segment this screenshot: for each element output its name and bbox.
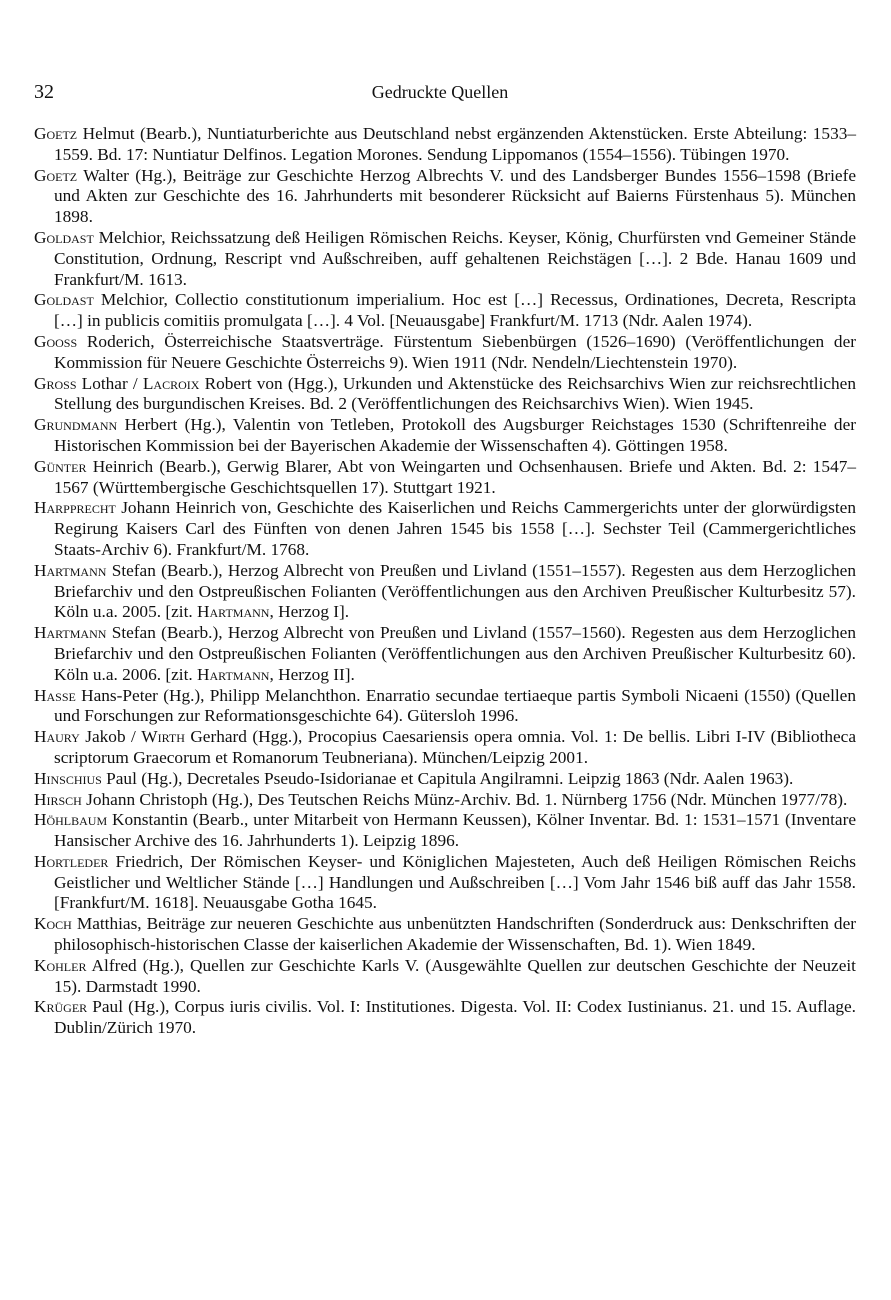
entry-text: Konstantin (Bearb., unter Mitarbeit von Hermann Keussen), Kölner Inventar. Bd. 1: 1531–1571 (Inventare Hansischer Archive des 16. Jahrhunderts 1). Leipzig 1896.	[54, 810, 856, 851]
entry-text: Heinrich (Bearb.), Gerwig Blarer, Abt von Weingarten und Ochsenhausen. Briefe und Akten. Bd. 2: 1547–1567 (Württembergische Geschichtsquellen 17). Stuttgart 1921.	[54, 456, 856, 497]
bibliography-entry	[34, 290, 856, 332]
author-name: Goldast	[34, 227, 94, 247]
bibliography-entry	[34, 769, 856, 790]
entry-text: Stefan (Bearb.), Herzog Albrecht von Preußen und Livland (1557–1560). Regesten aus dem Herzoglichen Briefarchiv und den Ostpreußischen Folianten (Veröffentlichungen aus den Archiven Preußischer Kulturbesitz 60). Köln u.a. 2006. [zit.	[54, 623, 856, 684]
running-head	[34, 80, 856, 106]
running-title: Gedruckte Quellen	[371, 82, 509, 102]
entry-text: Lothar /	[76, 373, 143, 393]
bibliography-entry	[34, 166, 856, 228]
entry-text-continued: Gerhard (Hgg.), Procopius Caesariensis opera omnia. Vol. 1: De bellis. Libri I-IV (Bibliotheca scriptorum Graecorum et Romanorum Teubneriana). München/Leipzig 2001.	[54, 727, 856, 767]
bibliography-entry	[34, 228, 856, 290]
author-name: Grundmann	[34, 415, 118, 435]
author-name: Kohler	[34, 955, 87, 975]
bibliography-entry	[34, 415, 856, 457]
cited-author-name: Hartmann	[197, 602, 270, 622]
author-name: Gross	[34, 373, 77, 393]
entry-text: Roderich, Österreichische Staatsverträge. Fürstentum Siebenbürgen (1526–1690) (Veröffentlichungen der Kommission für Neuere Geschichte Österreichs 9). Wien 1911 (Ndr. Nendeln/Liechtenstein 1970).	[54, 331, 856, 372]
bibliography-entry	[34, 810, 856, 852]
author-name: Hartmann	[34, 560, 107, 580]
second-author-name: Lacroix	[142, 373, 200, 393]
entry-text: Paul (Hg.), Decretales Pseudo-Isidorianae et Capitula Angilramni. Leipzig 1863 (Ndr. Aalen 1963).	[101, 768, 794, 788]
author-name: Hirsch	[34, 789, 82, 809]
entry-text-continued: Robert von (Hgg.), Urkunden und Aktenstücke des Reichsarchivs Wien zur reichsrechtlichen Stellung des burgundischen Kreises. Bd. 2 (Veröffentlichungen des Reichsarchivs Wien). Wien 1945.	[54, 373, 856, 414]
entry-text: Herbert (Hg.), Valentin von Tetleben, Protokoll des Augsburger Reichstages 1530 (Schriftenreihe der Historischen Kommission bei der Bayerischen Akademie der Wissenschaften 4). Göttingen 1958.	[54, 415, 856, 455]
bibliography-entry	[34, 852, 856, 914]
entry-text: Matthias, Beiträge zur neueren Geschichte aus unbenützten Handschriften (Sonderdruck aus: Denkschriften der philosophisch-historischen Classe der kaiserlichen Akademie der Wissenschaften, Bd. 1). Wien 1849.	[54, 914, 856, 955]
bibliography-entry	[34, 561, 856, 623]
author-name: Günter	[34, 456, 87, 476]
bibliography-entry	[34, 686, 856, 728]
entry-text: Walter (Hg.), Beiträge zur Geschichte Herzog Albrechts V. und des Landsberger Bundes 1556–1598 (Briefe und Akten zur Geschichte des 16. Jahrhunderts mit besonderer Rücksicht auf Baierns Fürstenhaus 5). München 1898.	[54, 165, 856, 227]
author-name: Höhlbaum	[34, 810, 108, 830]
bibliography-entry	[34, 727, 856, 769]
author-name: Goldast	[34, 290, 94, 310]
author-name: Koch	[34, 914, 72, 934]
author-name: Goetz	[34, 165, 78, 185]
entry-text: Hans-Peter (Hg.), Philipp Melanchthon. Enarratio secundae tertiaeque partis Symboli Nicaeni (1550) (Quellen und Forschungen zur Reformationsgeschichte 64). Gütersloh 1996.	[54, 685, 856, 726]
bibliography-entry	[34, 623, 856, 685]
bibliography-entry	[34, 914, 856, 956]
author-name: Krüger	[34, 997, 88, 1017]
bibliography-entry	[34, 124, 856, 166]
entry-text-continued: , Herzog I].	[269, 602, 350, 622]
bibliography-entry	[34, 498, 856, 560]
author-name: Harpprecht	[34, 498, 116, 518]
cited-author-name: Hartmann	[197, 664, 270, 684]
author-name: Hartmann	[34, 623, 107, 643]
author-name: Haury	[34, 727, 80, 747]
bibliography-entry	[34, 997, 856, 1039]
entry-text: Alfred (Hg.), Quellen zur Geschichte Karls V. (Ausgewählte Quellen zur deutschen Geschichte der Neuzeit 15). Darmstadt 1990.	[54, 955, 856, 996]
entry-text: Friedrich, Der Römischen Keyser- und Königlichen Majesteten, Auch deß Heiligen Römischen Reichs Geistlicher und Weltlicher Stände […] Handlungen und Außschreiben […] Vom Jahr 1546 biß auff das Jahr 1558. [Frankfurt/M. 1618]. Neuausgabe Gotha 1645.	[54, 851, 856, 913]
author-name: Hortleder	[34, 851, 109, 871]
page-number: 32	[34, 81, 54, 103]
second-author-name: Wirth	[141, 727, 185, 747]
entry-text: Johann Heinrich von, Geschichte des Kaiserlichen und Reichs Cammergerichts unter der glorwürdigsten Regirung Kaisers Carl des Fünften von denen Jahren 1545 bis 1558 […]. Sechster Teil (Cammergerichtliches Staats-Archiv 6). Frankfurt/M. 1768.	[54, 498, 856, 559]
author-name: Goetz	[34, 124, 78, 143]
bibliography-entry	[34, 790, 856, 811]
entry-text: Melchior, Reichssatzung deß Heiligen Römischen Reichs. Keyser, König, Churfürsten vnd Gemeiner Stände Constitution, Ordnung, Rescript vnd Außschreiben, auff gehaltenen Reichstägen […]. 2 Bde. Hanau 1609 und Frankfurt/M. 1613.	[54, 227, 856, 289]
author-name: Hasse	[34, 685, 76, 705]
entry-text: Jakob /	[79, 727, 142, 747]
bibliography-entry	[34, 457, 856, 499]
author-name: Gooss	[34, 331, 78, 351]
bibliography-list	[34, 124, 856, 1039]
entry-text: Paul (Hg.), Corpus iuris civilis. Vol. I: Institutiones. Digesta. Vol. II: Codex Iustinianus. 21. und 15. Auflage. Dublin/Zürich 1970.	[54, 997, 856, 1038]
entry-text-continued: , Herzog II].	[269, 664, 355, 684]
entry-text: Melchior, Collectio constitutionum imperialium. Hoc est […] Recessus, Ordinationes, Decreta, Rescripta […] in publicis comitiis promulgata […]. 4 Vol. [Neuausgabe] Frankfurt/M. 1713 (Ndr. Aalen 1974).	[54, 290, 856, 331]
bibliography-entry	[34, 956, 856, 998]
bibliography-entry	[34, 374, 856, 416]
author-name: Hinschius	[34, 768, 102, 788]
entry-text: Helmut (Bearb.), Nuntiaturberichte aus Deutschland nebst ergänzenden Aktenstücken. Erste Abteilung: 1533–1559. Bd. 17: Nuntiatur Delfinos. Legation Morones. Sendung Lippomanos (1554–1556). Tübingen 1970.	[54, 124, 856, 164]
entry-text: Johann Christoph (Hg.), Des Teutschen Reichs Münz-Archiv. Bd. 1. Nürnberg 1756 (Ndr. München 1977/78).	[81, 789, 848, 809]
bibliography-entry	[34, 332, 856, 374]
entry-text: Stefan (Bearb.), Herzog Albrecht von Preußen und Livland (1551–1557). Regesten aus dem Herzoglichen Briefarchiv und den Ostpreußischen Folianten (Veröffentlichungen aus den Archiven Preußischer Kulturbesitz 57). Köln u.a. 2005. [zit.	[54, 560, 856, 622]
